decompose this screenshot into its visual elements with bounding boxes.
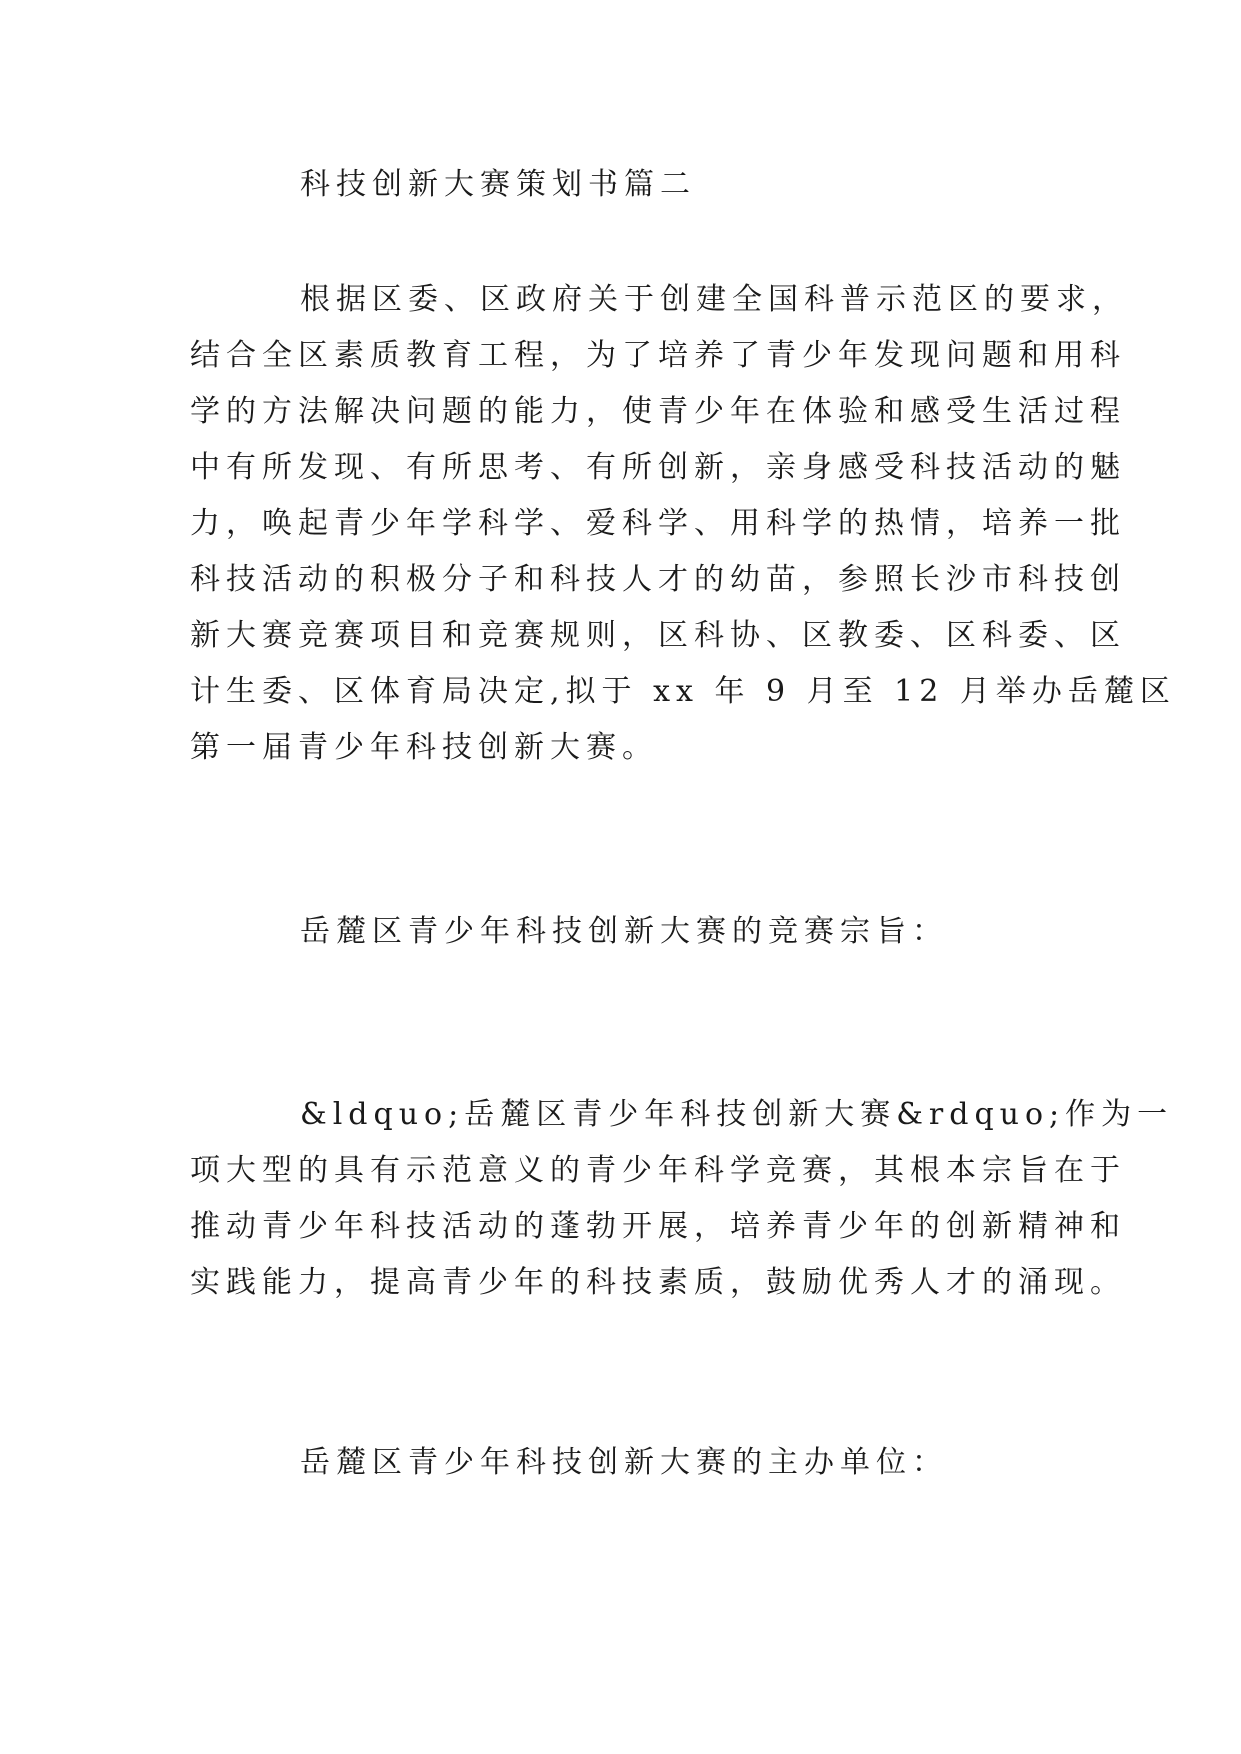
paragraph-line: 计生委、区体育局决定,拟于 xx 年 9 月至 12 月举办岳麓区	[190, 674, 1176, 709]
section-title: 岳麓区青少年科技创新大赛的竞赛宗旨：	[300, 914, 948, 949]
paragraph-line: 结合全区素质教育工程，为了培养了青少年发现问题和用科	[190, 338, 1126, 373]
paragraph-line: 力，唤起青少年学科学、爱科学、用科学的热情，培养一批	[190, 506, 1126, 541]
paragraph-line: &ldquo;岳麓区青少年科技创新大赛&rdquo;作为一	[300, 1097, 1174, 1132]
paragraph-line: 学的方法解决问题的能力，使青少年在体验和感受生活过程	[190, 394, 1126, 429]
paragraph-line: 中有所发现、有所思考、有所创新，亲身感受科技活动的魅	[190, 450, 1126, 485]
paragraph-line: 项大型的具有示范意义的青少年科学竞赛，其根本宗旨在于	[190, 1153, 1126, 1188]
document-heading: 科技创新大赛策划书篇二	[300, 167, 696, 202]
paragraph-line: 第一届青少年科技创新大赛。	[190, 730, 658, 765]
paragraph-line: 实践能力，提高青少年的科技素质，鼓励优秀人才的涌现。	[190, 1265, 1126, 1300]
paragraph-line: 新大赛竞赛项目和竞赛规则，区科协、区教委、区科委、区	[190, 618, 1126, 653]
paragraph-line: 推动青少年科技活动的蓬勃开展，培养青少年的创新精神和	[190, 1209, 1126, 1244]
section-title: 岳麓区青少年科技创新大赛的主办单位：	[300, 1445, 948, 1480]
paragraph-line: 科技活动的积极分子和科技人才的幼苗，参照长沙市科技创	[190, 562, 1126, 597]
paragraph-line: 根据区委、区政府关于创建全国科普示范区的要求，	[300, 282, 1128, 317]
